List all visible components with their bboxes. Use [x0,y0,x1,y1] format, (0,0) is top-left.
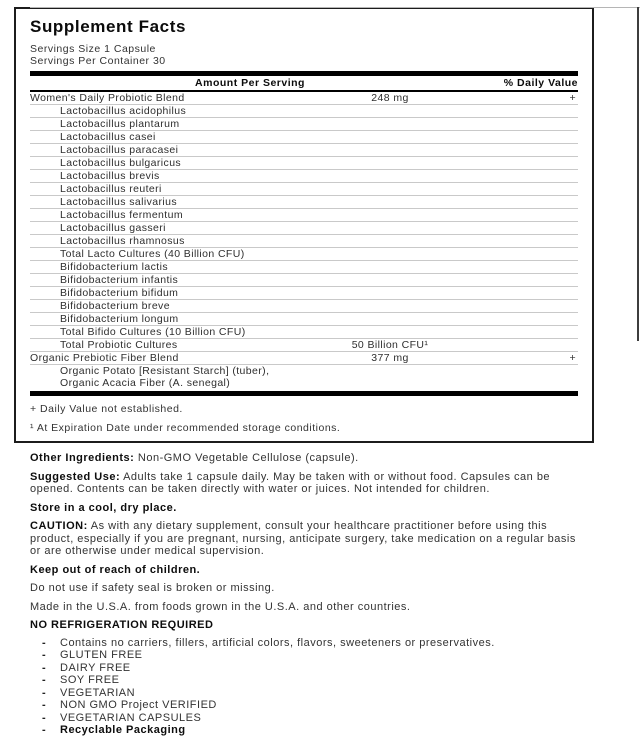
feature-bullet-list [30,638,582,737]
ingredient-name: Bifidobacterium lactis [60,261,169,273]
info-paragraph [30,601,582,614]
ingredient-name: Total Bifido Cultures (10 Billion CFU) [60,326,246,338]
info-paragraphs [30,452,582,632]
ingredient-name: Women's Daily Probiotic Blend [30,92,185,104]
ingredient-row [30,287,578,300]
ingredient-row [30,339,578,352]
table-bottom-bar [30,391,578,396]
ingredient-row [30,196,578,209]
bullet-dash-icon: - [42,661,47,674]
bullet-item [30,688,582,700]
paragraph-lead: Other Ingredients: [30,452,135,464]
bullet-item [30,700,582,712]
bullet-dash-icon: - [42,649,47,661]
ingredient-name: Lactobacillus bulgaricus [60,157,182,169]
paragraph-lead: CAUTION: [30,520,88,532]
ingredient-row [30,144,578,157]
crop-artifact-right-line [637,7,639,341]
crop-artifact-top-line [30,7,640,8]
ingredient-name: Bifidobacterium longum [60,313,179,325]
ingredients-table [30,92,578,391]
ingredient-row [30,352,578,365]
ingredient-row [30,235,578,248]
bullet-text: NON GMO Project VERIFIED [60,699,217,711]
servings-per-container: Servings Per Container 30 [30,55,166,67]
paragraph-text: Non-GMO Vegetable Cellulose (capsule). [134,452,359,464]
bullet-item [30,663,582,675]
supplement-facts-panel [14,7,594,443]
ingredient-name: Organic Prebiotic Fiber Blend [30,352,179,364]
bullet-item [30,675,582,687]
ingredient-name: Bifidobacterium bifidum [60,287,179,299]
bullet-item [30,650,582,662]
ingredient-row [30,248,578,261]
ingredient-name: Bifidobacterium breve [60,300,170,312]
ingredient-name: Lactobacillus acidophilus [60,105,187,117]
ingredient-name: Organic Potato [Resistant Starch] (tuber), Organic Acacia Fiber (A. senegal) [60,365,270,389]
ingredient-name: Total Probiotic Cultures [60,339,178,351]
ingredient-daily-value: + [569,92,576,104]
bullet-dash-icon: - [42,699,47,711]
ingredient-row [30,209,578,222]
serving-size: Servings Size 1 Capsule [30,43,156,55]
bullet-dash-icon: - [42,711,47,724]
ingredient-amount: 248 mg [371,92,409,104]
paragraph-lead: NO REFRIGERATION REQUIRED [30,619,214,631]
table-column-header [30,71,578,92]
bullet-text: GLUTEN FREE [60,649,143,661]
bullet-dash-icon: - [42,724,47,736]
info-section [30,452,582,737]
panel-title: Supplement Facts [30,17,187,36]
ingredient-name: Lactobacillus casei [60,131,156,143]
ingredient-daily-value: + [569,352,576,364]
paragraph-lead: Store in a cool, dry place. [30,501,177,514]
footnote-expiration: ¹ At Expiration Date under recommended storage conditions. [30,422,341,434]
info-paragraph [30,564,582,577]
bullet-text: Recyclable Packaging [60,724,186,736]
ingredient-name: Lactobacillus paracasei [60,144,179,156]
column-daily-value: % Daily Value [503,77,578,89]
ingredient-row [30,261,578,274]
info-paragraph [30,582,582,595]
column-amount-per-serving: Amount Per Serving [195,77,305,89]
bullet-dash-icon: - [42,674,47,686]
ingredient-amount: 377 mg [371,352,409,364]
ingredient-name: Lactobacillus reuteri [60,183,162,195]
ingredient-row [30,365,578,391]
paragraph-text: Adults take 1 capsule daily. May be taken with or without food. Capsules can be opened. Contents can be taken directly with water or juices. Not intended for children. [30,470,551,495]
paragraph-text: Made in the U.S.A. from foods grown in the U.S.A. and other countries. [30,600,411,613]
bullet-text: VEGETARIAN CAPSULES [60,711,202,724]
info-paragraph [30,619,582,632]
ingredient-row [30,105,578,118]
bullet-text: Contains no carriers, fillers, artificial colors, flavors, sweeteners or preservatives. [60,636,495,649]
paragraph-lead: Suggested Use: [30,470,121,483]
ingredient-name: Lactobacillus salivarius [60,196,177,208]
ingredient-name: Lactobacillus rhamnosus [60,235,185,247]
paragraph-text: Do not use if safety seal is broken or missing. [30,582,275,594]
ingredient-row [30,157,578,170]
ingredient-name: Bifidobacterium infantis [60,274,179,286]
ingredient-name: Total Lacto Cultures (40 Billion CFU) [60,248,245,260]
bullet-text: DAIRY FREE [60,661,131,674]
bullet-dash-icon: - [42,686,47,699]
bullet-text: VEGETARIAN [60,686,136,699]
ingredient-row [30,92,578,105]
paragraph-text: As with any dietary supplement, consult your healthcare practitioner before using this product, especially if you are pregnant, nursing, anticipate surgery, take medication on a regular basis or are otherwise under medical supervision. [30,520,576,557]
bullet-item [30,713,582,725]
ingredient-row [30,183,578,196]
ingredient-row [30,131,578,144]
bullet-text: SOY FREE [60,674,120,686]
ingredient-row [30,170,578,183]
info-paragraph [30,520,582,558]
ingredient-row [30,118,578,131]
ingredient-row [30,300,578,313]
footnote-daily-value: + Daily Value not established. [30,403,183,415]
ingredient-row [30,313,578,326]
ingredient-row [30,326,578,339]
ingredient-name: Lactobacillus fermentum [60,209,184,221]
bullet-dash-icon: - [42,636,47,649]
ingredient-row [30,274,578,287]
info-paragraph [30,471,582,496]
ingredient-name: Lactobacillus plantarum [60,118,180,130]
paragraph-lead: Keep out of reach of children. [30,563,201,576]
ingredient-name: Lactobacillus gasseri [60,222,166,234]
bullet-item [30,725,582,737]
info-paragraph [30,452,582,465]
ingredient-amount: 50 Billion CFU¹ [351,339,429,351]
bullet-item [30,638,582,650]
info-paragraph [30,502,582,515]
ingredient-name: Lactobacillus brevis [60,170,160,182]
ingredient-row [30,222,578,235]
